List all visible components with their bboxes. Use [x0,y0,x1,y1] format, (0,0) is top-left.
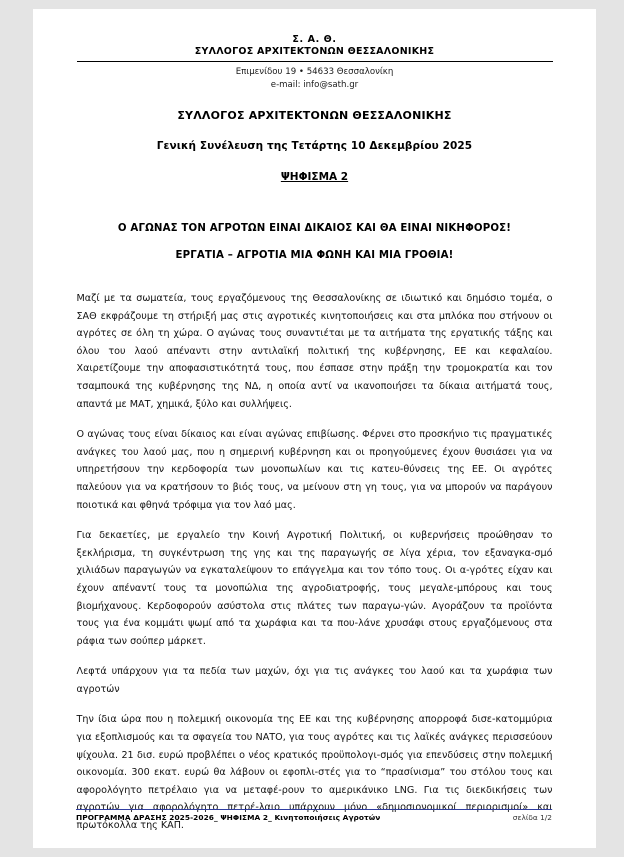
paragraph: Μαζί με τα σωματεία, τους εργαζόμενους της Θεσσαλονίκης σε ιδιωτικό και δημόσιο τομέα, ο ΣΑΘ εκφράζουμε τη στήριξή μας στις αγροτικές κινητοποιήσεις και στα μπλόκα που στήνουν οι αγρότες σε όλη τη χώρα. Ο αγώνας τους συναντιέται με τα αιτήματα της εργατικής τάξης και όλου του λαού απέναντι στην αντιλαϊκή πολιτική της κυβέρνησης, ΕΕ και κεφαλαίου. Χαιρετίζουμε την αποφασιστικότητά τους, που έσπασε στην πράξη την τρομοκρατία και τον τσαμπουκά της κυβέρνησης της ΝΔ, η οποία αντί να ικανοποιήσει τα δίκαια αιτήματά τους, απαντά με ΜΑΤ, χημικά, ξύλο και συλλήψεις. [76,293,553,410]
footer-page-number: σελίδα 1/2 [512,813,552,822]
letterhead-address: Επιμενίδου 19 • 54633 Θεσσαλονίκη [235,67,394,77]
paragraph: Για δεκαετίες, με εργαλείο την Κοινή Αγροτική Πολιτική, οι κυβερνήσεις προώθησαν το ξεκλήρισμα, τη συγκέντρωση της γης και της παραγωγής σε λίγα χέρια, τον εξαναγκα-σμό χιλιάδων παραγωγών να εγκαταλείψουν το επάγγελμα και τον τόπο τους. Οι α-γρότες είχαν και έχουν απέναντί τους τα μονοπώλια της αγροδιατροφής, τους μεγαλε-μπόρους και τους βιομήχανους. Κερδοφορούν ασύστολα στις πλάτες των παραγω-γών. Αγοράζουν τα προϊόντα τους για ένα κομμάτι ψωμί από τα χωράφια και τα που-λάνε χρυσάφι στους εργαζόμενους στα ράφια των σούπερ μάρκετ. [76,530,553,647]
meeting-subtitle: Γενική Συνέλευση της Τετάρτης 10 Δεκεμβρίου 2025 [156,140,473,152]
document-page [33,9,596,848]
paragraph: Λεφτά υπάρχουν για τα πεδία των μαχών, όχι για τις ανάγκες του λαού και τα χωράφια των αγροτών [76,666,553,695]
letterhead [33,9,596,92]
page-content [33,9,596,848]
document-titles [33,108,596,185]
footer-document-reference: ΠΡΟΓΡΑΜΜΑ ΔΡΑΣΗΣ 2025-2026_ ΨΗΦΙΣΜΑ 2_ Κινητοποιήσεις Αγροτών [76,813,381,822]
page-title: ΣΥΛΛΟΓΟΣ ΑΡΧΙΤΕΚΤΟΝΩΝ ΘΕΣΣΑΛΟΝΙΚΗΣ [177,109,452,122]
letterhead-divider [77,61,553,62]
paragraph: Ο αγώνας τους είναι δίκαιος και είναι αγώνας επιβίωσης. Φέρνει στο προσκήνιο τις πραγματικές ανάγκες του λαού μας, που η σημερινή κυβέρνηση και οι προηγούμενες έχουν θυσιάσει για να υπηρετήσουν την κερδοφορία των μονοπωλίων και τις κατευ-θύνσεις της ΕΕ. Οι αγρότες παλεύουν για να κρατήσουν το βιός τους, να μείνουν στη γη τους, για να μπορούν να παράγουν ποιοτικά και φθηνά τρόφιμα για τον λαό μας. [76,429,553,511]
paragraph: Την ίδια ώρα που η πολεμική οικονομία της ΕΕ και της κυβέρνησης απορροφά δισε-κατομμύρια για εξοπλισμούς και τα σφαγεία του ΝΑΤΟ, για τους αγρότες και τις λαϊκές ανάγκες περισσεύουν ψίχουλα. 21 δισ. ευρώ προβλέπει ο νέος κρατικός προϋπολογι-σμός για επενδύσεις στην πολεμική οικονομία. 300 εκατ. ευρώ θα λάβουν οι εφοπλι-στές για το “πρασίνισμα” του στόλου τους και αφορολόγητο πετρέλαιο για να μεταφέ-ρουν το αμερικάνικο LNG. Για τις διεκδικήσεις των αγροτών για αφορολόγητο πετρέ-λαιο υπάρχουν μόνο «δημοσιονομικοί περιορισμοί» και πρωτόκολλα της ΚΑΠ. [76,714,553,832]
letterhead-email: e-mail: info@sath.gr [270,80,359,90]
letterhead-acronym: Σ. Α. Θ. [292,34,337,45]
slogan-line-2: ΕΡΓΑΤΙΑ – ΑΓΡΟΤΙΑ ΜΙΑ ΦΩΝΗ ΚΑΙ ΜΙΑ ΓΡΟΘΙΑ! [175,250,454,261]
body-text [77,290,553,835]
footer-row [76,810,552,822]
letterhead-organization: ΣΥΛΛΟΓΟΣ ΑΡΧΙΤΕΚΤΟΝΩΝ ΘΕΣΣΑΛΟΝΙΚΗΣ [194,46,435,57]
slogan-block [33,221,596,263]
page-footer [76,809,552,822]
resolution-heading: ΨΗΦΙΣΜΑ 2 [280,171,349,183]
slogan-line-1: Ο ΑΓΩΝΑΣ ΤΟΝ ΑΓΡΟΤΩΝ ΕΙΝΑΙ ΔΙΚΑΙΟΣ ΚΑΙ ΘΑ ΕΙΝΑΙ ΝΙΚΗΦΟΡΟΣ! [117,223,512,234]
